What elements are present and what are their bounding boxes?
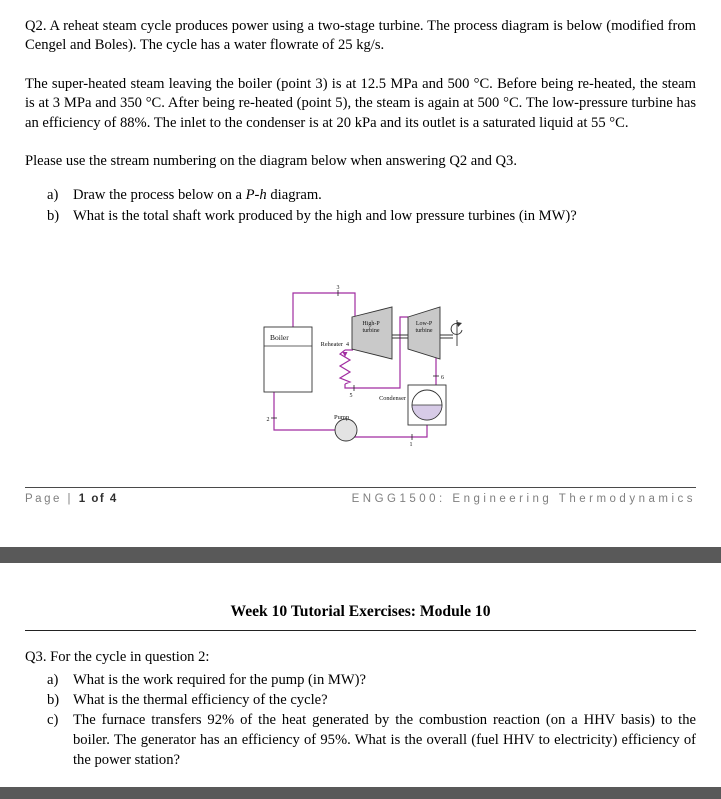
q3-item-a [47, 670, 696, 690]
boiler-label: Boiler [270, 333, 289, 342]
q2-item-a [47, 185, 696, 205]
stream-1-label: 1 [409, 442, 413, 448]
q3-item-c-text: The furnace transfers 92% of the heat generated by the combustion reaction (on a HHV basis) to the boiler. The generator has an efficiency of 95%. What is the overall (fuel HHV to electricity) efficiency of the power station? [73, 711, 696, 769]
q3-item-a-label: a) [47, 671, 59, 688]
item-a-label: a) [47, 187, 59, 204]
item-b-text: What is the total shaft work produced by the high and low pressure turbines (in MW)? [73, 207, 577, 224]
q2-item-b [47, 206, 696, 226]
q2-paragraph-1: Q2. A reheat steam cycle produces power using a two-stage turbine. The process diagram is below (modified from Cengel and Boles). The cycle has a water flowrate of 25 kg/s. [25, 18, 696, 54]
footer-course-name: ENGG1500: Engineering Thermodynamics [351, 493, 696, 505]
item-a-text-pre: Draw the process below on a [73, 187, 246, 204]
stream-6-label: 6 [441, 375, 444, 381]
process-diagram-svg [250, 280, 470, 450]
q2-paragraph-3: Please use the stream numbering on the diagram below when answering Q2 and Q3. [25, 153, 518, 170]
q3-item-b-text: What is the thermal efficiency of the cycle? [73, 691, 328, 708]
low-p-turbine-label-1: Low-P [415, 321, 433, 327]
q3-item-c-label: c) [47, 711, 59, 728]
bottom-page-edge [0, 787, 721, 799]
item-a-text-italic: P-h [245, 187, 267, 204]
stream-3-label: 3 [336, 285, 340, 291]
page-2 [0, 563, 721, 787]
pump-label: Pump [334, 414, 350, 421]
item-b-label: b) [47, 207, 60, 224]
footer-page-number: 1 of 4 [78, 493, 118, 505]
shaft-rotation-icon [451, 320, 462, 346]
q3-item-list [47, 670, 696, 771]
page2-title: Week 10 Tutorial Exercises: Module 10 [230, 603, 491, 620]
page-separator [0, 547, 721, 563]
footer-page-word: Page | [25, 493, 74, 505]
q3-item-b [47, 690, 696, 710]
q3-item-a-text: What is the work required for the pump (in MW)? [73, 671, 367, 688]
q3-item-b-label: b) [47, 691, 60, 708]
process-diagram [250, 280, 470, 450]
item-a-text-post: diagram. [266, 187, 322, 204]
page-footer [25, 487, 696, 505]
low-p-turbine-label-2: turbine [415, 328, 433, 334]
reheater-label: Reheater [320, 341, 343, 348]
flow-line-stream-1 [354, 425, 427, 437]
q3-intro: Q3. For the cycle in question 2: [25, 649, 210, 665]
high-p-turbine-label-1: High-P [362, 321, 380, 327]
q3-item-c [47, 710, 696, 770]
pump-circle [335, 419, 357, 441]
item-a-text [73, 185, 696, 205]
stream-4-label: 4 [346, 342, 349, 348]
rotation-arrow-head [457, 322, 462, 327]
footer-page-indicator [25, 493, 118, 505]
stream-5-label: 5 [349, 393, 353, 399]
page2-title-block [25, 603, 696, 631]
stream-2-label: 2 [266, 417, 270, 423]
q2-item-list [47, 185, 696, 225]
condenser-label: Condenser [379, 395, 406, 402]
high-p-turbine-label-2: turbine [362, 328, 380, 334]
flow-line-stream-2 [274, 388, 335, 430]
q2-paragraph-2: The super-heated steam leaving the boiler (point 3) is at 12.5 MPa and 500 °C. Before being re-heated, the steam is at 3 MPa and 350 °C. After being re-heated (point 5), the steam is again at 500 °C. The low-pressure turbine has an efficiency of 88%. The inlet to the condenser is at 20 kPa and its outlet is a saturated liquid at 55 °C. [25, 75, 696, 131]
